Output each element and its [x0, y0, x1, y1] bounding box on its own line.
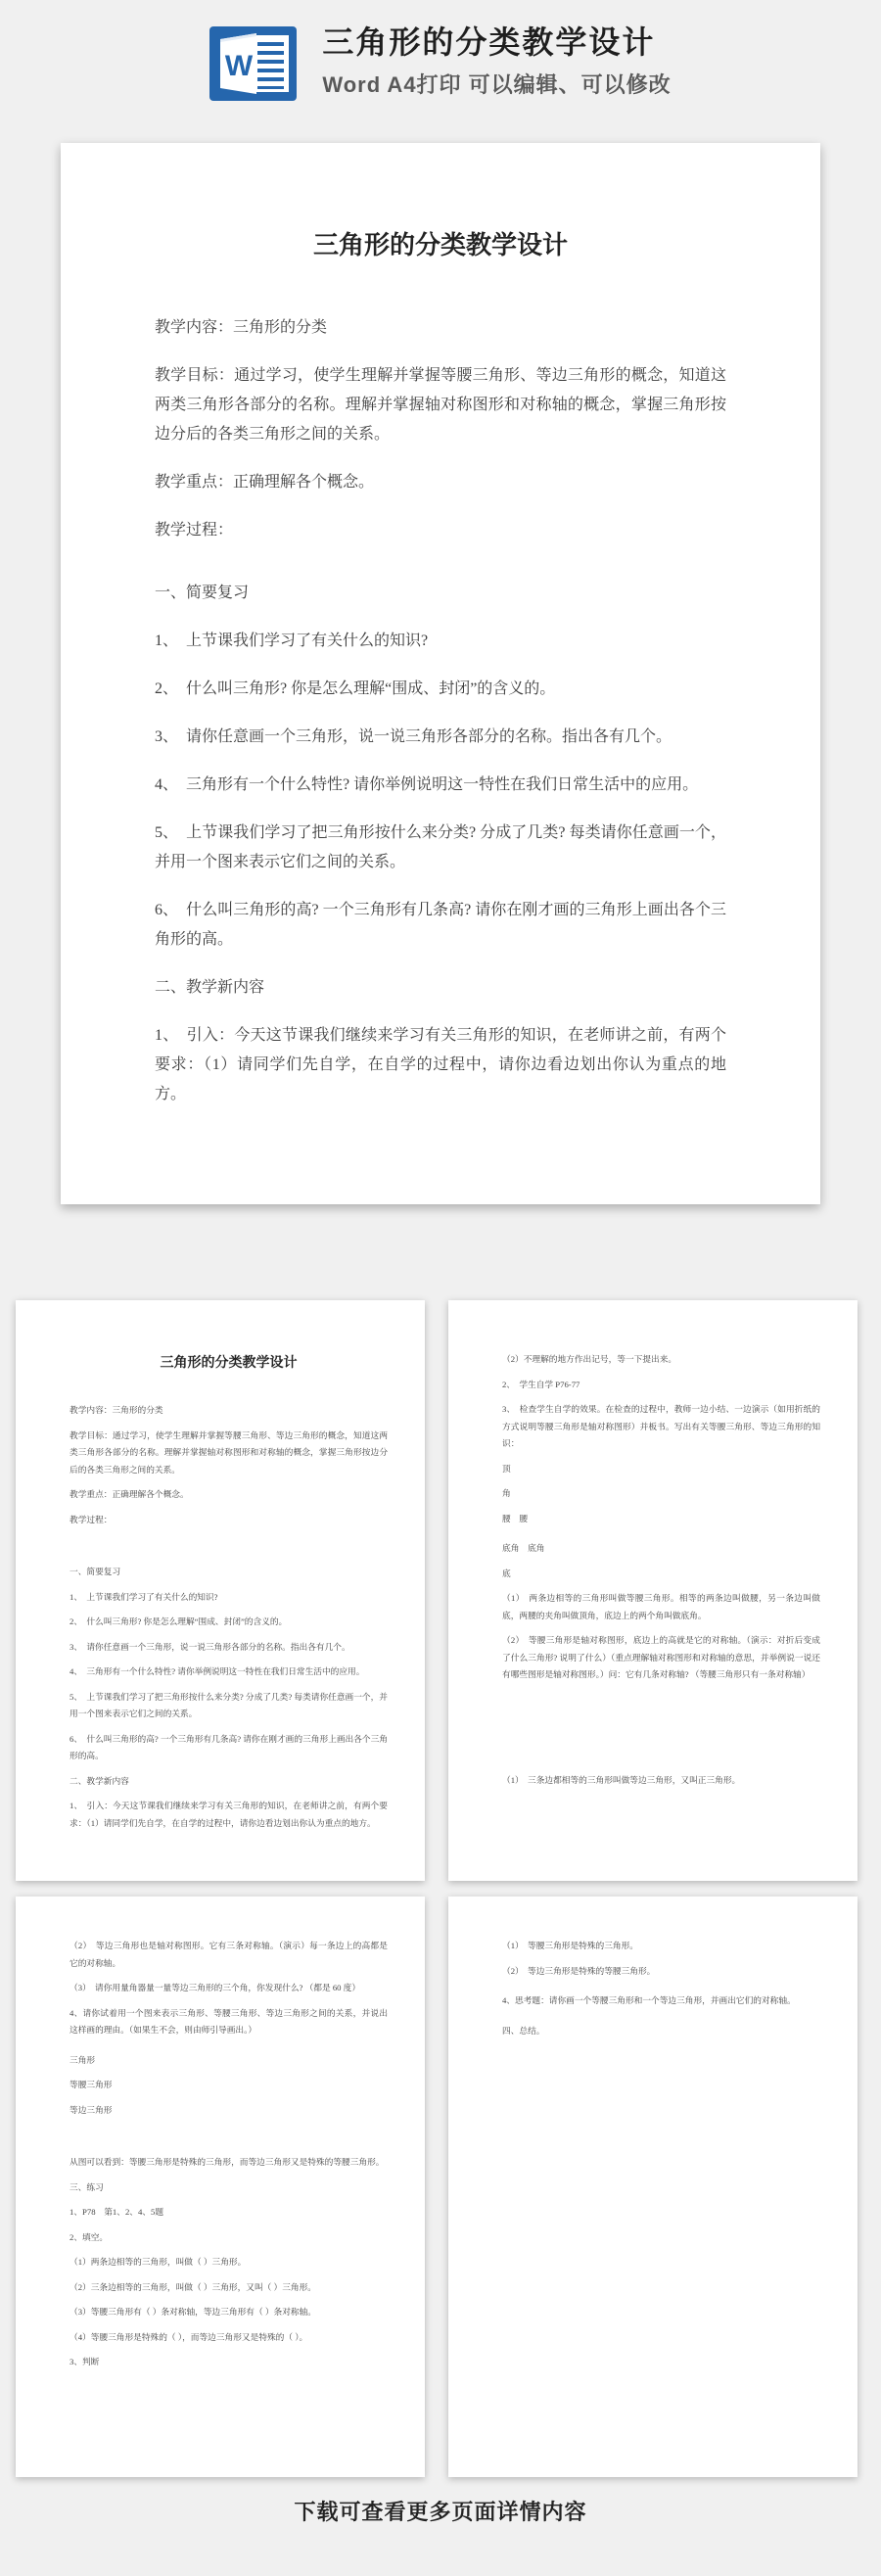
thumbnail-page-1[interactable] [16, 1300, 425, 1881]
doc-line: 腰 腰 [502, 1513, 529, 1523]
doc-line: 四、总结。 [502, 2025, 545, 2036]
page-preview-1[interactable] [61, 143, 820, 1204]
doc-line: （2） 等边三角形也是轴对称图形。它有三条对称轴。（演示）每一条边上的高都是它的对称轴。 [70, 1941, 388, 1968]
doc-line: 一、简要复习 [70, 1567, 121, 1576]
doc-line: （1） 两条边相等的三角形叫做等腰三角形。相等的两条边叫做腰，另一条边叫做底，两腰的夹角叫做顶角，底边上的两个角叫做底角。 [502, 1593, 820, 1620]
doc-line: 3、判断 [70, 2357, 100, 2366]
doc-line: 1、 引入：今天这节课我们继续来学习有关三角形的知识，在老师讲之前，有两个要求：（1）请同学们先自学，在自学的过程中，请你边看边划出你认为重点的地方。 [70, 1801, 388, 1828]
doc-line: 教学重点：正确理解各个概念。 [70, 1489, 189, 1499]
doc-line: （2） 等边三角形是特殊的等腰三角形。 [502, 1965, 656, 1976]
doc-line: （1） 三条边都相等的三角形叫做等边三角形，又叫正三角形。 [502, 1774, 741, 1785]
doc-line: 2、 什么叫三角形? 你是怎么理解“围成、封闭”的含义的。 [70, 1616, 288, 1626]
doc-line: （3）等腰三角形有（ ）条对称轴，等边三角形有（ ）条对称轴。 [70, 2307, 316, 2317]
document-title: 三角形的分类教学设计 [322, 24, 656, 60]
thumbnail-page-2[interactable] [448, 1300, 858, 1881]
doc-line: 教学内容：三角形的分类 [155, 319, 328, 336]
doc-page-title: 三角形的分类教学设计 [312, 231, 568, 259]
thumbnail-page-3[interactable] [16, 1897, 425, 2477]
doc-page-title: 三角形的分类教学设计 [160, 1356, 298, 1371]
doc-line: 5、 上节课我们学习了把三角形按什么来分类? 分成了几类? 每类请你任意画一个，并用一个图来表示它们之间的关系。 [70, 1691, 388, 1718]
svg-text:W: W [225, 50, 254, 82]
doc-line: 等腰三角形 [70, 2080, 113, 2089]
thumbnail-page-4[interactable] [448, 1897, 858, 2477]
doc-line: 顶 [502, 1463, 511, 1474]
document-subtitle: Word A4打印 可以编辑、可以修改 [322, 72, 672, 97]
doc-line: 1、 上节课我们学习了有关什么的知识? [155, 632, 429, 649]
header-banner [0, 0, 881, 127]
doc-line: 三、练习 [70, 2181, 104, 2192]
doc-line: 教学目标：通过学习，使学生理解并掌握等腰三角形、等边三角形的概念，知道这两类三角形各部分的名称。理解并掌握轴对称图形和对称轴的概念，掌握三角形按边分后的各类三角形之间的关系。 [155, 367, 726, 443]
doc-line: 角 [502, 1488, 511, 1498]
doc-line: 1、P78 第1、2、4、5题 [70, 2207, 164, 2217]
doc-line: （1） 等腰三角形是特殊的三角形。 [502, 1941, 638, 1950]
doc-line: 3、 请你任意画一个三角形，说一说三角形各部分的名称。指出各有几个。 [155, 728, 672, 745]
doc-line: 二、教学新内容 [155, 979, 265, 996]
doc-line: 3、 检查学生自学的效果。在检查的过程中，教师一边小结、一边演示（如用折纸的方式说明等腰三角形是轴对称图形）并板书。写出有关等腰三角形、等边三角形的知识： [502, 1404, 820, 1448]
doc-line: 底角 底角 [502, 1543, 545, 1553]
doc-line: 3、 请你任意画一个三角形，说一说三角形各部分的名称。指出各有几个。 [70, 1641, 350, 1652]
doc-line: 等边三角形 [70, 2104, 113, 2115]
doc-line: 2、填空。 [70, 2231, 109, 2242]
doc-line: 教学目标：通过学习，使学生理解并掌握等腰三角形、等边三角形的概念，知道这两类三角形各部分的名称。理解并掌握轴对称图形和对称轴的概念，掌握三角形按边分后的各类三角形之间的关系。 [70, 1429, 388, 1475]
doc-line: 4、请你试着用一个图来表示三角形、等腰三角形、等边三角形之间的关系，并说出这样画的理由。（如果生不会，则由师引导画出。） [70, 2007, 388, 2035]
doc-line: 2、 什么叫三角形? 你是怎么理解“围成、封闭”的含义的。 [155, 680, 556, 697]
doc-line: 从图可以看到：等腰三角形是特殊的三角形，而等边三角形又是特殊的等腰三角形。 [70, 2157, 385, 2167]
doc-line: 二、教学新内容 [70, 1775, 129, 1786]
doc-line: （2）不理解的地方作出记号，等一下提出来。 [502, 1354, 677, 1364]
download-more-note[interactable]: 下载可查看更多页面详情内容 [294, 2500, 587, 2524]
doc-line: 教学重点：正确理解各个概念。 [155, 474, 375, 491]
doc-line: 6、 什么叫三角形的高? 一个三角形有几条高? 请你在刚才画的三角形上画出各个三角形的高。 [70, 1733, 388, 1760]
doc-line: 5、 上节课我们学习了把三角形按什么来分类? 分成了几类? 每类请你任意画一个，并用一个图来表示它们之间的关系。 [155, 824, 726, 870]
doc-line: （3） 请你用量角器量一量等边三角形的三个角，你发现什么? （都是 60 度） [70, 1983, 361, 1992]
doc-line: 教学过程： [70, 1514, 113, 1524]
doc-line: （1）两条边相等的三角形，叫做（ ）三角形。 [70, 2257, 247, 2267]
doc-line: 三角形 [70, 2054, 96, 2065]
doc-line: 教学内容：三角形的分类 [70, 1405, 163, 1415]
doc-line: 1、 上节课我们学习了有关什么的知识? [70, 1591, 218, 1602]
doc-line: 一、简要复习 [155, 585, 250, 601]
doc-line: （4）等腰三角形是特殊的（ ），而等边三角形又是特殊的（ ）。 [70, 2331, 308, 2342]
doc-line: （2）三条边相等的三角形，叫做（ ）三角形，又叫（ ）三角形。 [70, 2281, 316, 2292]
doc-line: 教学过程： [155, 522, 234, 539]
doc-line: （2） 等腰三角形是轴对称图形，底边上的高就是它的对称轴。（演示：对折后变成了什么三角形? 说明了什么）（重点理解轴对称图形和对称轴的意思，并举例说一说还有哪些图形是轴对称图形。）问：它有几条对称轴? （等腰三角形只有一条对称轴） [502, 1635, 820, 1679]
doc-line: 1、 引入：今天这节课我们继续来学习有关三角形的知识，在老师讲之前，有两个要求：（1）请同学们先自学，在自学的过程中，请你边看边划出你认为重点的地方。 [155, 1027, 726, 1102]
doc-line: 底 [502, 1568, 511, 1578]
doc-line: 4、 三角形有一个什么特性? 请你举例说明这一特性在我们日常生活中的应用。 [70, 1666, 365, 1676]
doc-line: 4、思考题：请你画一个等腰三角形和一个等边三角形，并画出它们的对称轴。 [502, 1995, 796, 2005]
doc-line: 6、 什么叫三角形的高? 一个三角形有几条高? 请你在刚才画的三角形上画出各个三角形的高。 [155, 902, 726, 948]
doc-line: 2、 学生自学 P76-77 [502, 1379, 580, 1389]
doc-line: 4、 三角形有一个什么特性? 请你举例说明这一特性在我们日常生活中的应用。 [155, 776, 699, 793]
word-logo-icon [209, 26, 297, 101]
